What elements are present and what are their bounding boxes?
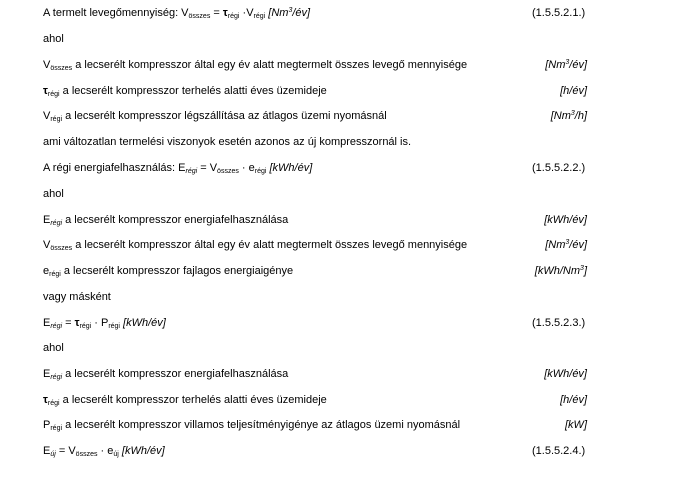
- equation-row: [0, 158, 689, 178]
- unit-label: [h/év]: [560, 394, 587, 406]
- unit-label: [h/év]: [560, 85, 587, 97]
- equation-row: [0, 313, 689, 333]
- unit-label: [kWh/év]: [544, 214, 587, 226]
- equation-number: (1.5.5.2.4.): [532, 445, 586, 457]
- definition-text: $E_{régi}$ a lecserélt kompresszor energiafelhasználása: [43, 368, 289, 381]
- unit-label: [kW]: [565, 419, 587, 431]
- body-text: vagy másként: [43, 291, 111, 303]
- text-row: [0, 338, 689, 358]
- definition-row: [0, 390, 689, 410]
- definition-row: [0, 261, 689, 281]
- equation-row: [0, 3, 689, 23]
- definition-row: [0, 415, 689, 435]
- equation-row: [0, 441, 689, 461]
- definition-text: $\tau_{régi}$ a lecserélt kompresszor terhelés alatti éves üzemideje: [43, 85, 327, 98]
- definition-row: [0, 210, 689, 230]
- body-text: ahol: [43, 188, 64, 200]
- equation-text: A régi energiafelhasználás: $E_{régi} = V_{összes} \cdot e_{régi}$ [kWh/év]: [43, 162, 313, 175]
- text-row: [0, 287, 689, 307]
- equation-text: $E_{régi} = \tau_{régi} \cdot P_{régi}$ [kWh/év]: [43, 317, 166, 330]
- unit-label: [Nm$^3$/év]: [545, 59, 587, 71]
- equation-text: A termelt levegőmennyiség: $V_{összes} = \tau_{régi} \cdot V_{régi}$ [Nm$^3$/év]: [43, 7, 311, 20]
- definition-text: $E_{régi}$ a lecserélt kompresszor energiafelhasználása: [43, 214, 289, 227]
- definition-row: [0, 55, 689, 75]
- definition-row: [0, 235, 689, 255]
- unit-label: [kWh/év]: [544, 368, 587, 380]
- definition-row: [0, 81, 689, 101]
- definition-text: $V_{összes}$ a lecserélt kompresszor által egy év alatt megtermelt összes levegő mennyisége: [43, 59, 468, 72]
- equation-number: (1.5.5.2.3.): [532, 317, 586, 329]
- equation-number: (1.5.5.2.2.): [532, 162, 586, 174]
- body-text: ahol: [43, 342, 64, 354]
- definition-row: [0, 106, 689, 126]
- body-text: ami változatlan termelési viszonyok esetén azonos az új kompresszornál is.: [43, 136, 412, 148]
- definition-text: $e_{régi}$ a lecserélt kompresszor fajlagos energiaigénye: [43, 265, 294, 278]
- text-row: [0, 132, 689, 152]
- equation-text: $E_{új} = V_{összes} \cdot e_{új}$ [kWh/év]: [43, 445, 165, 458]
- definition-text: $V_{régi}$ a lecserélt kompresszor légszállítása az átlagos üzemi nyomásnál: [43, 110, 387, 123]
- definition-row: [0, 364, 689, 384]
- body-text: ahol: [43, 33, 64, 45]
- definition-text: $\tau_{régi}$ a lecserélt kompresszor terhelés alatti éves üzemideje: [43, 394, 327, 407]
- equation-number: (1.5.5.2.1.): [532, 7, 586, 19]
- unit-label: [Nm$^3$/év]: [545, 239, 587, 251]
- definition-text: $P_{régi}$ a lecserélt kompresszor villamos teljesítményigénye az átlagos üzemi nyomásnál: [43, 419, 461, 432]
- unit-label: [Nm$^3$/h]: [550, 110, 587, 122]
- unit-label: [kWh/Nm$^3$]: [534, 265, 587, 277]
- text-row: [0, 184, 689, 204]
- text-row: [0, 29, 689, 49]
- definition-text: $V_{összes}$ a lecserélt kompresszor által egy év alatt megtermelt összes levegő mennyisége: [43, 239, 468, 252]
